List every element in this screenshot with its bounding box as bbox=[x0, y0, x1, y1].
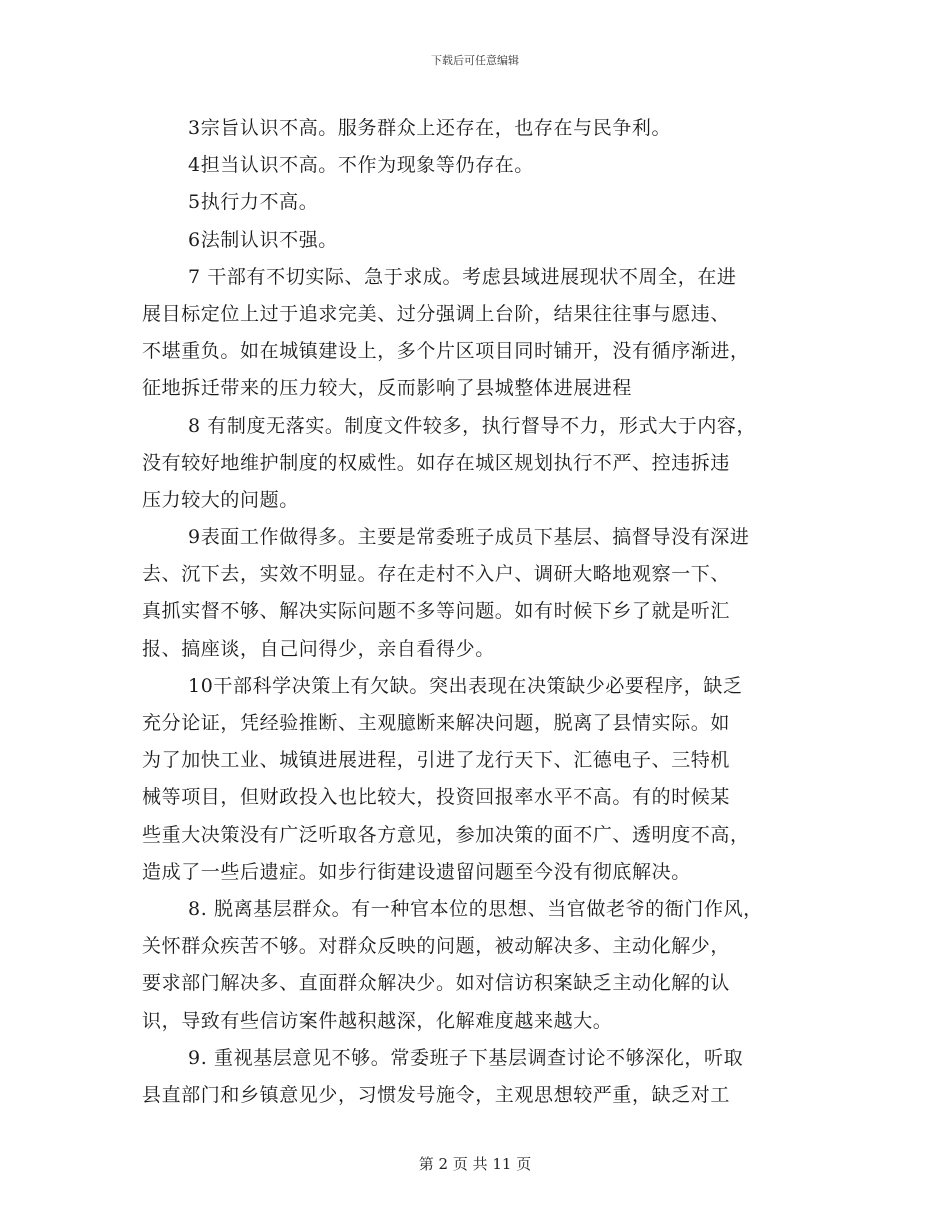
paragraph-line: 报、搞座谈，自己问得少，亲自看得少。 bbox=[142, 637, 495, 660]
paragraph-line: 4担当认识不高。不作为现象等仍存在。 bbox=[188, 154, 534, 177]
page-header: 下载后可任意编辑 bbox=[431, 54, 519, 67]
paragraph-line: 不堪重负。如在城镇建设上，多个片区项目同时铺开，没有循序渐进， bbox=[142, 340, 750, 363]
paragraph-line: 些重大决策没有广泛听取各方意见，参加决策的面不广、透明度不高， bbox=[142, 823, 750, 846]
paragraph-line: 7 干部有不切实际、急于求成。考虑县域进展现状不周全，在进 bbox=[188, 265, 737, 288]
paragraph-line: 3宗旨认识不高。服务群众上还存在，也存在与民争利。 bbox=[188, 117, 672, 139]
paragraph-line: 真抓实督不够、解决实际问题不多等问题。如有时候下乡了就是听汇 bbox=[142, 600, 731, 623]
paragraph-line: 充分论证，凭经验推断、主观臆断来解决问题，脱离了县情实际。如 bbox=[142, 712, 731, 734]
paragraph-line: 8 有制度无落实。制度文件较多，执行督导不力，形式大于内容， bbox=[188, 414, 757, 437]
paragraph-line: 展目标定位上过于追求完美、过分强调上台阶，结果往往事与愿违、 bbox=[142, 302, 731, 325]
paragraph-line: 关怀群众疾苦不够。对群众反映的问题，被动解决多、主动化解少， bbox=[142, 935, 731, 958]
paragraph-line: 没有较好地维护制度的权威性。如存在城区规划执行不严、控违拆违 bbox=[142, 451, 731, 474]
paragraph-line: 械等项目，但财政投入也比较大，投资回报率水平不高。有的时候某 bbox=[142, 786, 731, 809]
paragraph-line: 去、沉下去，实效不明显。存在走村不入户、调研大略地观察一下、 bbox=[142, 563, 731, 586]
paragraph-line: 县直部门和乡镇意见少，习惯发号施令，主观思想较严重，缺乏对工 bbox=[142, 1083, 731, 1106]
paragraph-line: 识，导致有些信访案件越积越深，化解难度越来越大。 bbox=[142, 1009, 613, 1032]
paragraph-line: 压力较大的问题。 bbox=[142, 488, 299, 511]
paragraph-line: 6法制认识不强。 bbox=[188, 228, 338, 251]
paragraph-line: 5执行力不高。 bbox=[188, 191, 319, 214]
paragraph-line: 9表面工作做得多。主要是常委班子成员下基层、搞督导没有深进 bbox=[188, 526, 750, 549]
paragraph-line: 10干部科学决策上有欠缺。突出表现在决策缺少必要程序，缺乏 bbox=[188, 674, 743, 697]
paragraph-line: 8. 脱离基层群众。有一种官本位的思想、当官做老爷的衙门作风， bbox=[188, 897, 763, 920]
paragraph-line: 为了加快工业、城镇进展进程，引进了龙行天下、汇德电子、三特机 bbox=[142, 749, 731, 772]
paragraph-line: 要求部门解决多、直面群众解决少。如对信访积案缺乏主动化解的认 bbox=[142, 972, 731, 995]
paragraph-line: 造成了一些后遗症。如步行街建设遗留问题至今没有彻底解决。 bbox=[142, 860, 691, 883]
paragraph-line: 征地拆迁带来的压力较大，反而影响了县城整体进展进程 bbox=[142, 377, 633, 400]
document-body bbox=[142, 110, 810, 1114]
page-number-footer: 第 2 页 共 11 页 bbox=[418, 1155, 532, 1173]
paragraph-line: 9. 重视基层意见不够。常委班子下基层调查讨论不够深化，听取 bbox=[188, 1046, 744, 1069]
